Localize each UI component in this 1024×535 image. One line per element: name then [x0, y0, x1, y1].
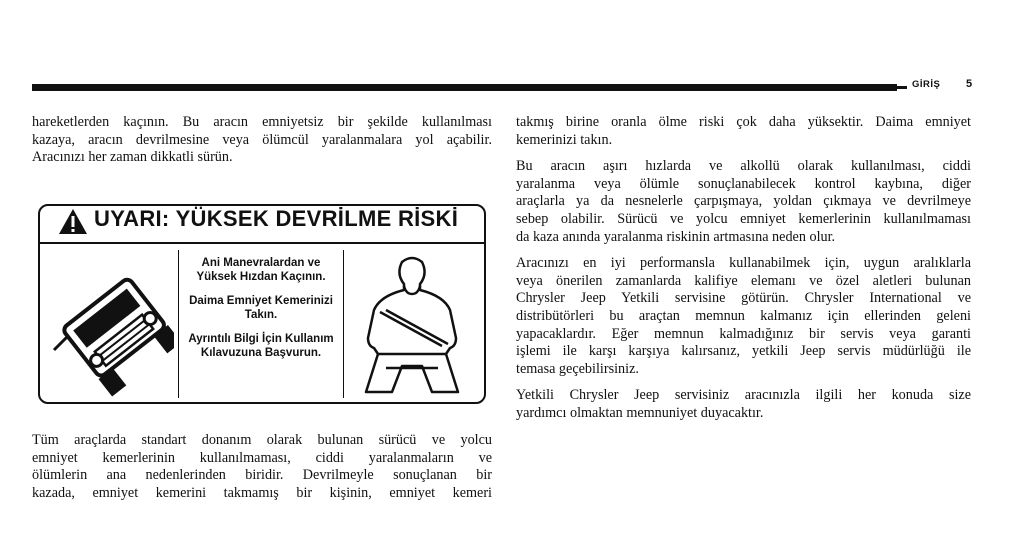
- message-line: Ani Manevralardan ve: [201, 257, 321, 269]
- text-line: yapacaklardır. Eğer memnun kalmadığınız bir servis veya garanti: [516, 325, 971, 342]
- text-line: Bu aracın aşırı hızlarda ve alkollü olarak kullanılması, ciddi: [516, 158, 971, 175]
- text-line: Tüm araçlarda standart donanım olarak bulunan sürücü ve yolcu: [32, 432, 492, 448]
- text-line: Aracınızı en iyi performansla kullanabilmek için, uygun aralıklarla: [516, 255, 971, 272]
- text-line: temasa geçebilirsiniz.: [516, 360, 639, 377]
- seatbelt-person-icon: [346, 250, 478, 398]
- text-line: emniyet kemerlerinin kullanılmaması, ciddi yaralanmaların ve: [32, 449, 492, 466]
- text-line: Yetkili Chrysler Jeep servisiniz aracınızla ilgili her konuda size: [516, 387, 971, 404]
- warning-triangle-icon: [58, 208, 88, 235]
- message-line: Yüksek Hızdan Kaçının.: [196, 271, 326, 283]
- message-line: Takın.: [244, 309, 278, 321]
- message-line: Kılavuzuna Başvurun.: [200, 347, 322, 359]
- warning-title-row: [58, 206, 468, 240]
- seatbelt-panel: [346, 250, 478, 398]
- left-column-bottom: [32, 432, 492, 511]
- text-line: kemerinizi takın.: [516, 131, 613, 148]
- paragraph: [32, 432, 492, 502]
- message-line: Ayrıntılı Bilgi İçin Kullanım: [188, 333, 334, 345]
- page-number: 5: [966, 78, 973, 90]
- text-line: işlemi ile karşı karşıya kalırsanız, yetkili Jeep servis müdürlüğü ile: [516, 343, 971, 360]
- text-line: kazaya, aracın devrilmesine veya ölümcül yaralanmalara yol açabilir.: [32, 131, 492, 148]
- text-line: Aracınızı her zaman dikkatli sürün.: [32, 149, 233, 166]
- text-line: Chrysler Jeep Yetkili servisine götürün. Chrysler International ve: [516, 290, 971, 307]
- text-line: yaralanma veya ölümle sonuçlanabilecek kontrol kaybına, diğer: [516, 175, 971, 192]
- right-column: [516, 114, 971, 432]
- section-title: GİRİŞ: [912, 79, 941, 90]
- header-rule-end: [897, 86, 907, 89]
- text-line: kazada, emniyet kemerini takmamış bir kişinin, emniyet kemeri: [32, 484, 492, 501]
- text-line: yardımcı olmaktan memnuniyet duyacaktır.: [516, 404, 764, 421]
- vehicle-rollover-icon: [52, 250, 174, 398]
- warning-message: [179, 256, 343, 284]
- paragraph: [32, 114, 492, 167]
- warning-message: [179, 294, 343, 322]
- left-column-top: [32, 114, 492, 176]
- warning-messages: [178, 250, 344, 398]
- paragraph: [516, 114, 971, 149]
- warning-message: [179, 332, 343, 360]
- text-line: distribütörleri bu araçtan memnun kalmanız için ellerinden geleni: [516, 307, 971, 324]
- vehicle-rollover-panel: [52, 250, 174, 398]
- header-rule: [32, 84, 897, 91]
- text-line: da kaza anında yaralanma riskinin artmasına neden olur.: [516, 228, 836, 245]
- text-line: takmış birine oranla ölme riski çok daha yüksektir. Daima emniyet: [516, 114, 971, 130]
- paragraph: [516, 387, 971, 422]
- paragraph: [516, 158, 971, 246]
- message-line: Daima Emniyet Kemerinizi: [189, 295, 333, 307]
- warning-divider: [38, 242, 486, 244]
- warning-label: [38, 204, 486, 404]
- text-line: araçlarla ya da nesnelerle çarpışmaya, yoldan çıkmaya ve devrilmeye: [516, 193, 971, 210]
- text-line: hareketlerden kaçının. Bu aracın emniyetsiz bir şekilde kullanılması: [32, 114, 492, 130]
- paragraph: [516, 255, 971, 378]
- text-line: sebep olabilir. Sürücü ve yolcu emniyet kemerlerinin kullanılmaması: [516, 210, 971, 227]
- text-line: veya önerilen zamanlarda kalifiye elemanı ve özel aletleri bulunan: [516, 272, 971, 289]
- warning-title: UYARI: YÜKSEK DEVRİLME RİSKİ: [94, 206, 459, 231]
- text-line: ölümlerin ana nedenlerinden biridir. Devrilmeyle sonuçlanan bir: [32, 467, 492, 484]
